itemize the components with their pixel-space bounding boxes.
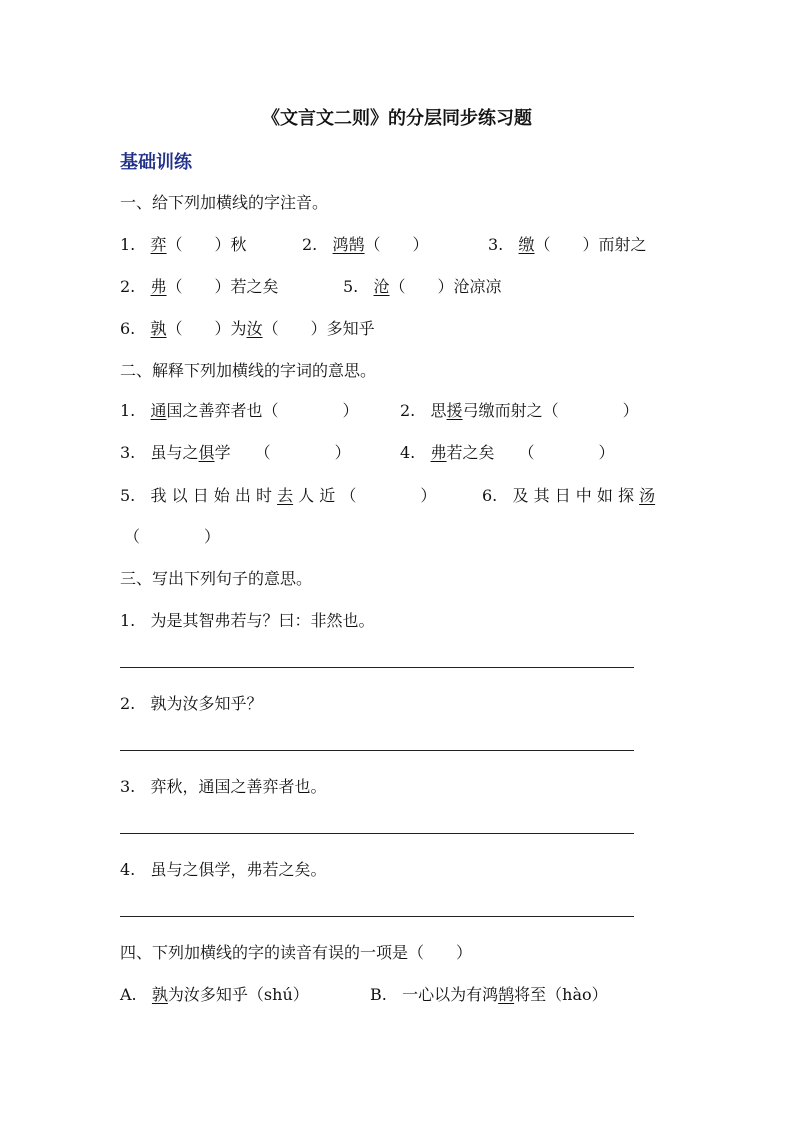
part2-item: 1. 通国之善弈者也（ ） <box>120 401 359 420</box>
answer-line[interactable] <box>120 667 634 668</box>
part3-item: 2. 孰为汝多知乎？ <box>120 694 263 713</box>
part1-item: 2. 弗（ ）若之矣 <box>120 277 279 296</box>
page-title: 《文言文二则》的分层同步练习题 <box>262 108 532 129</box>
part2-item: 3. 虽与之俱学 （ ） <box>120 443 351 462</box>
part3-item: 3. 弈秋，通国之善弈者也。 <box>120 777 327 796</box>
part1-item: 3. 缴（ ）而射之 <box>488 235 647 254</box>
part2-item: 4. 弗若之矣 （ ） <box>400 443 615 462</box>
part2-item: 2. 思援弓缴而射之（ ） <box>400 401 639 420</box>
part2-item: 5. 我 以 日 始 出 时 去 人 近 （ ） <box>120 486 437 505</box>
part2-item: 6. 及 其 日 中 如 探 汤 <box>482 486 656 505</box>
part1-heading: 一、给下列加横线的字注音。 <box>120 193 329 212</box>
part3-heading: 三、写出下列句子的意思。 <box>120 569 313 588</box>
answer-line[interactable] <box>120 916 634 917</box>
part1-item: 2. 鸿鹄（ ） <box>302 235 429 254</box>
part2-heading: 二、解释下列加横线的字词的意思。 <box>120 361 377 380</box>
part1-item: 5. 沧（ ）沧凉凉 <box>343 277 502 296</box>
option-b: B. 一心以为有鸿鹄将至（hào） <box>370 985 608 1004</box>
part3-item: 1. 为是其智弗若与？曰：非然也。 <box>120 611 375 630</box>
part4-heading: 四、下列加横线的字的读音有误的一项是（ ） <box>120 943 473 962</box>
part3-item: 4. 虽与之俱学，弗若之矣。 <box>120 860 327 879</box>
part1-item: 6. 孰（ ）为汝（ ）多知乎 <box>120 319 375 338</box>
part1-item: 1. 弈（ ）秋 <box>120 235 247 254</box>
option-a: A. 孰为汝多知乎（shú） <box>120 985 309 1004</box>
part2-item-cont: （ ） <box>124 527 221 546</box>
answer-line[interactable] <box>120 750 634 751</box>
answer-line[interactable] <box>120 833 634 834</box>
section-heading: 基础训练 <box>120 152 192 173</box>
